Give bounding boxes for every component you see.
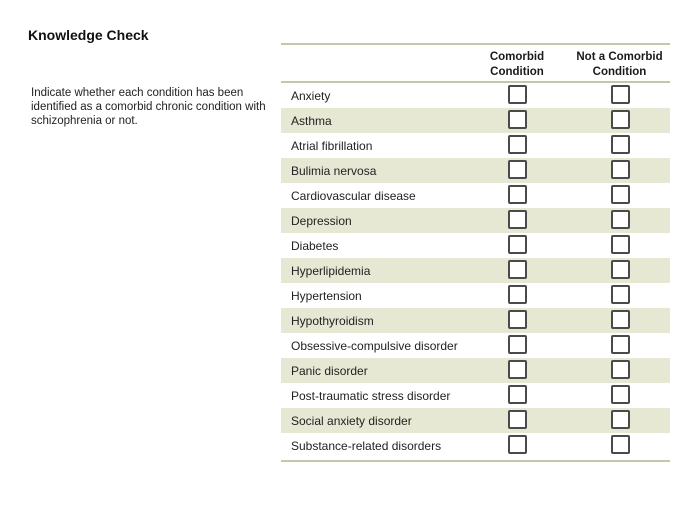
table-row (281, 433, 670, 458)
not-comorbid-checkbox[interactable] (611, 235, 630, 254)
table-row (281, 358, 670, 383)
table-row (281, 208, 670, 233)
instructions-text: Indicate whether each condition has been identified as a comorbid chronic condition with schizophrenia or not. (31, 87, 266, 127)
column-header-comorbid-line1: Comorbid (489, 51, 545, 63)
condition-label: Hypothyroidism (291, 314, 374, 328)
table-row (281, 108, 670, 133)
not-comorbid-checkbox[interactable] (611, 85, 630, 104)
comorbid-checkbox[interactable] (508, 235, 527, 254)
comorbid-checkbox[interactable] (508, 360, 527, 379)
not-comorbid-checkbox[interactable] (611, 410, 630, 429)
condition-label: Asthma (291, 114, 332, 128)
comorbid-checkbox[interactable] (508, 210, 527, 229)
table-bottom-rule (281, 460, 670, 462)
condition-label: Diabetes (291, 239, 339, 253)
not-comorbid-checkbox[interactable] (611, 285, 630, 304)
not-comorbid-checkbox[interactable] (611, 385, 630, 404)
not-comorbid-checkbox[interactable] (611, 185, 630, 204)
condition-label: Depression (291, 214, 352, 228)
table-row (281, 258, 670, 283)
not-comorbid-checkbox[interactable] (611, 160, 630, 179)
comorbid-checkbox[interactable] (508, 260, 527, 279)
comorbid-checkbox[interactable] (508, 335, 527, 354)
table-row (281, 133, 670, 158)
knowledge-check-table (281, 43, 670, 462)
condition-label: Substance-related disorders (291, 439, 442, 453)
not-comorbid-checkbox[interactable] (611, 435, 630, 454)
comorbid-checkbox[interactable] (508, 160, 527, 179)
table-header (281, 45, 670, 81)
comorbid-checkbox[interactable] (508, 135, 527, 154)
table-row (281, 83, 670, 108)
table-row (281, 333, 670, 358)
comorbid-checkbox[interactable] (508, 185, 527, 204)
condition-label: Hyperlipidemia (291, 264, 371, 278)
condition-label: Bulimia nervosa (291, 164, 377, 178)
table-row (281, 233, 670, 258)
condition-label: Atrial fibrillation (291, 139, 373, 153)
table-row (281, 283, 670, 308)
comorbid-checkbox[interactable] (508, 110, 527, 129)
condition-label: Post-traumatic stress disorder (291, 389, 451, 403)
condition-label: Cardiovascular disease (291, 189, 416, 203)
condition-label: Panic disorder (291, 364, 368, 378)
comorbid-checkbox[interactable] (508, 285, 527, 304)
column-header-not-comorbid-line1: Not a Comorbid (576, 51, 663, 63)
condition-label: Social anxiety disorder (291, 414, 412, 428)
not-comorbid-checkbox[interactable] (611, 135, 630, 154)
column-header-comorbid (466, 50, 568, 80)
condition-label: Obsessive-compulsive disorder (291, 339, 458, 353)
table-row (281, 308, 670, 333)
condition-label: Hypertension (291, 289, 362, 303)
comorbid-checkbox[interactable] (508, 310, 527, 329)
table-body (281, 83, 670, 458)
condition-label: Anxiety (291, 89, 331, 103)
table-row (281, 408, 670, 433)
table-row (281, 158, 670, 183)
not-comorbid-checkbox[interactable] (611, 335, 630, 354)
comorbid-checkbox[interactable] (508, 385, 527, 404)
table-row (281, 183, 670, 208)
column-header-comorbid-line2: Condition (490, 66, 544, 78)
not-comorbid-checkbox[interactable] (611, 210, 630, 229)
not-comorbid-checkbox[interactable] (611, 110, 630, 129)
comorbid-checkbox[interactable] (508, 410, 527, 429)
not-comorbid-checkbox[interactable] (611, 260, 630, 279)
column-header-not-comorbid (569, 50, 670, 80)
not-comorbid-checkbox[interactable] (611, 360, 630, 379)
comorbid-checkbox[interactable] (508, 85, 527, 104)
not-comorbid-checkbox[interactable] (611, 310, 630, 329)
comorbid-checkbox[interactable] (508, 435, 527, 454)
page-title: Knowledge Check (28, 27, 149, 43)
table-row (281, 383, 670, 408)
column-header-not-comorbid-line2: Condition (592, 66, 647, 78)
